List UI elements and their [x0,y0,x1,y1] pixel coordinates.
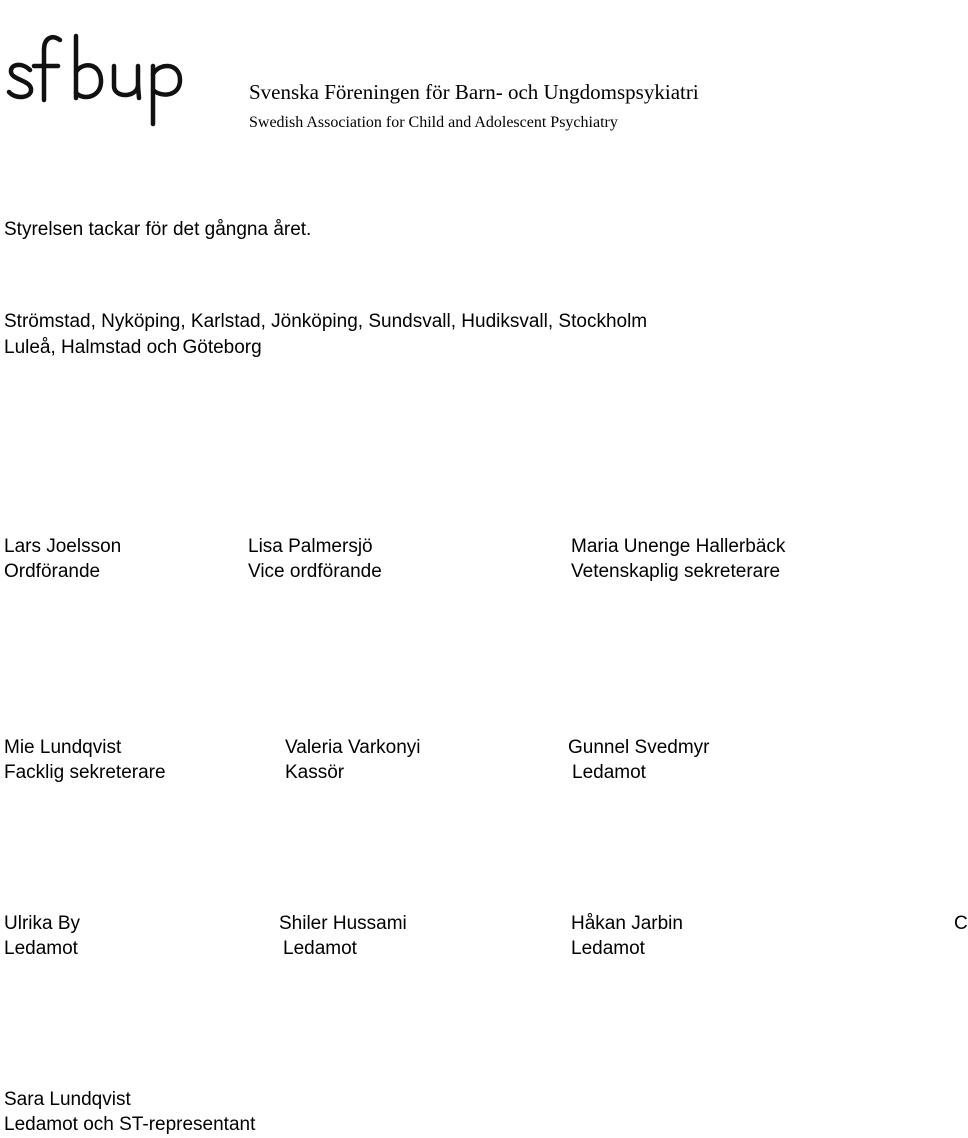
member-role: Kassör [285,762,345,783]
board-member [4,534,121,584]
member-name: Gunnel Svedmyr [568,737,710,758]
board-member [4,911,80,961]
sfbup-logo-graphic [0,0,186,132]
board-member-clipped [954,911,968,936]
board-member [571,534,785,584]
member-role: Ledamot [4,938,78,959]
member-role: Ledamot [283,938,357,959]
member-role: Ledamot och ST-representant [4,1114,256,1135]
member-role: Facklig sekreterare [4,762,166,783]
member-name: Shiler Hussami [279,913,407,934]
member-role: Vice ordförande [248,561,382,582]
sfbup-logo [0,0,186,132]
member-name: Mie Lundqvist [4,737,122,758]
board-member [4,1087,255,1137]
member-name: Sara Lundqvist [4,1089,131,1110]
board-member [568,735,710,785]
member-role: Ledamot [572,762,646,783]
member-role: Vetenskaplig sekreterare [571,561,781,582]
member-name: Lars Joelsson [4,536,122,557]
member-name: Ulrika By [4,913,81,934]
board-member [4,735,166,785]
member-role: Ordförande [4,561,101,582]
member-role: Ledamot [571,938,645,959]
member-name: Lisa Palmersjö [248,536,373,557]
board-member [279,911,407,961]
member-name: Maria Unenge Hallerbäck [571,536,786,557]
board-member [248,534,382,584]
member-name: C [954,913,968,934]
member-name: Valeria Varkonyi [285,737,421,758]
thanks-text: Styrelsen tackar för det gångna året. [4,219,312,240]
org-name-swedish: Svenska Föreningen för Barn- och Ungdomspsykiatri [249,80,699,104]
org-name-english: Swedish Association for Child and Adolescent Psychiatry [249,114,618,131]
board-member [571,911,683,961]
member-name: Håkan Jarbin [571,913,683,934]
places-line-1: Strömstad, Nyköping, Karlstad, Jönköping, Sundsvall, Hudiksvall, Stockholm [4,311,648,332]
places-line-2: Luleå, Halmstad och Göteborg [4,337,262,358]
board-member [285,735,421,785]
